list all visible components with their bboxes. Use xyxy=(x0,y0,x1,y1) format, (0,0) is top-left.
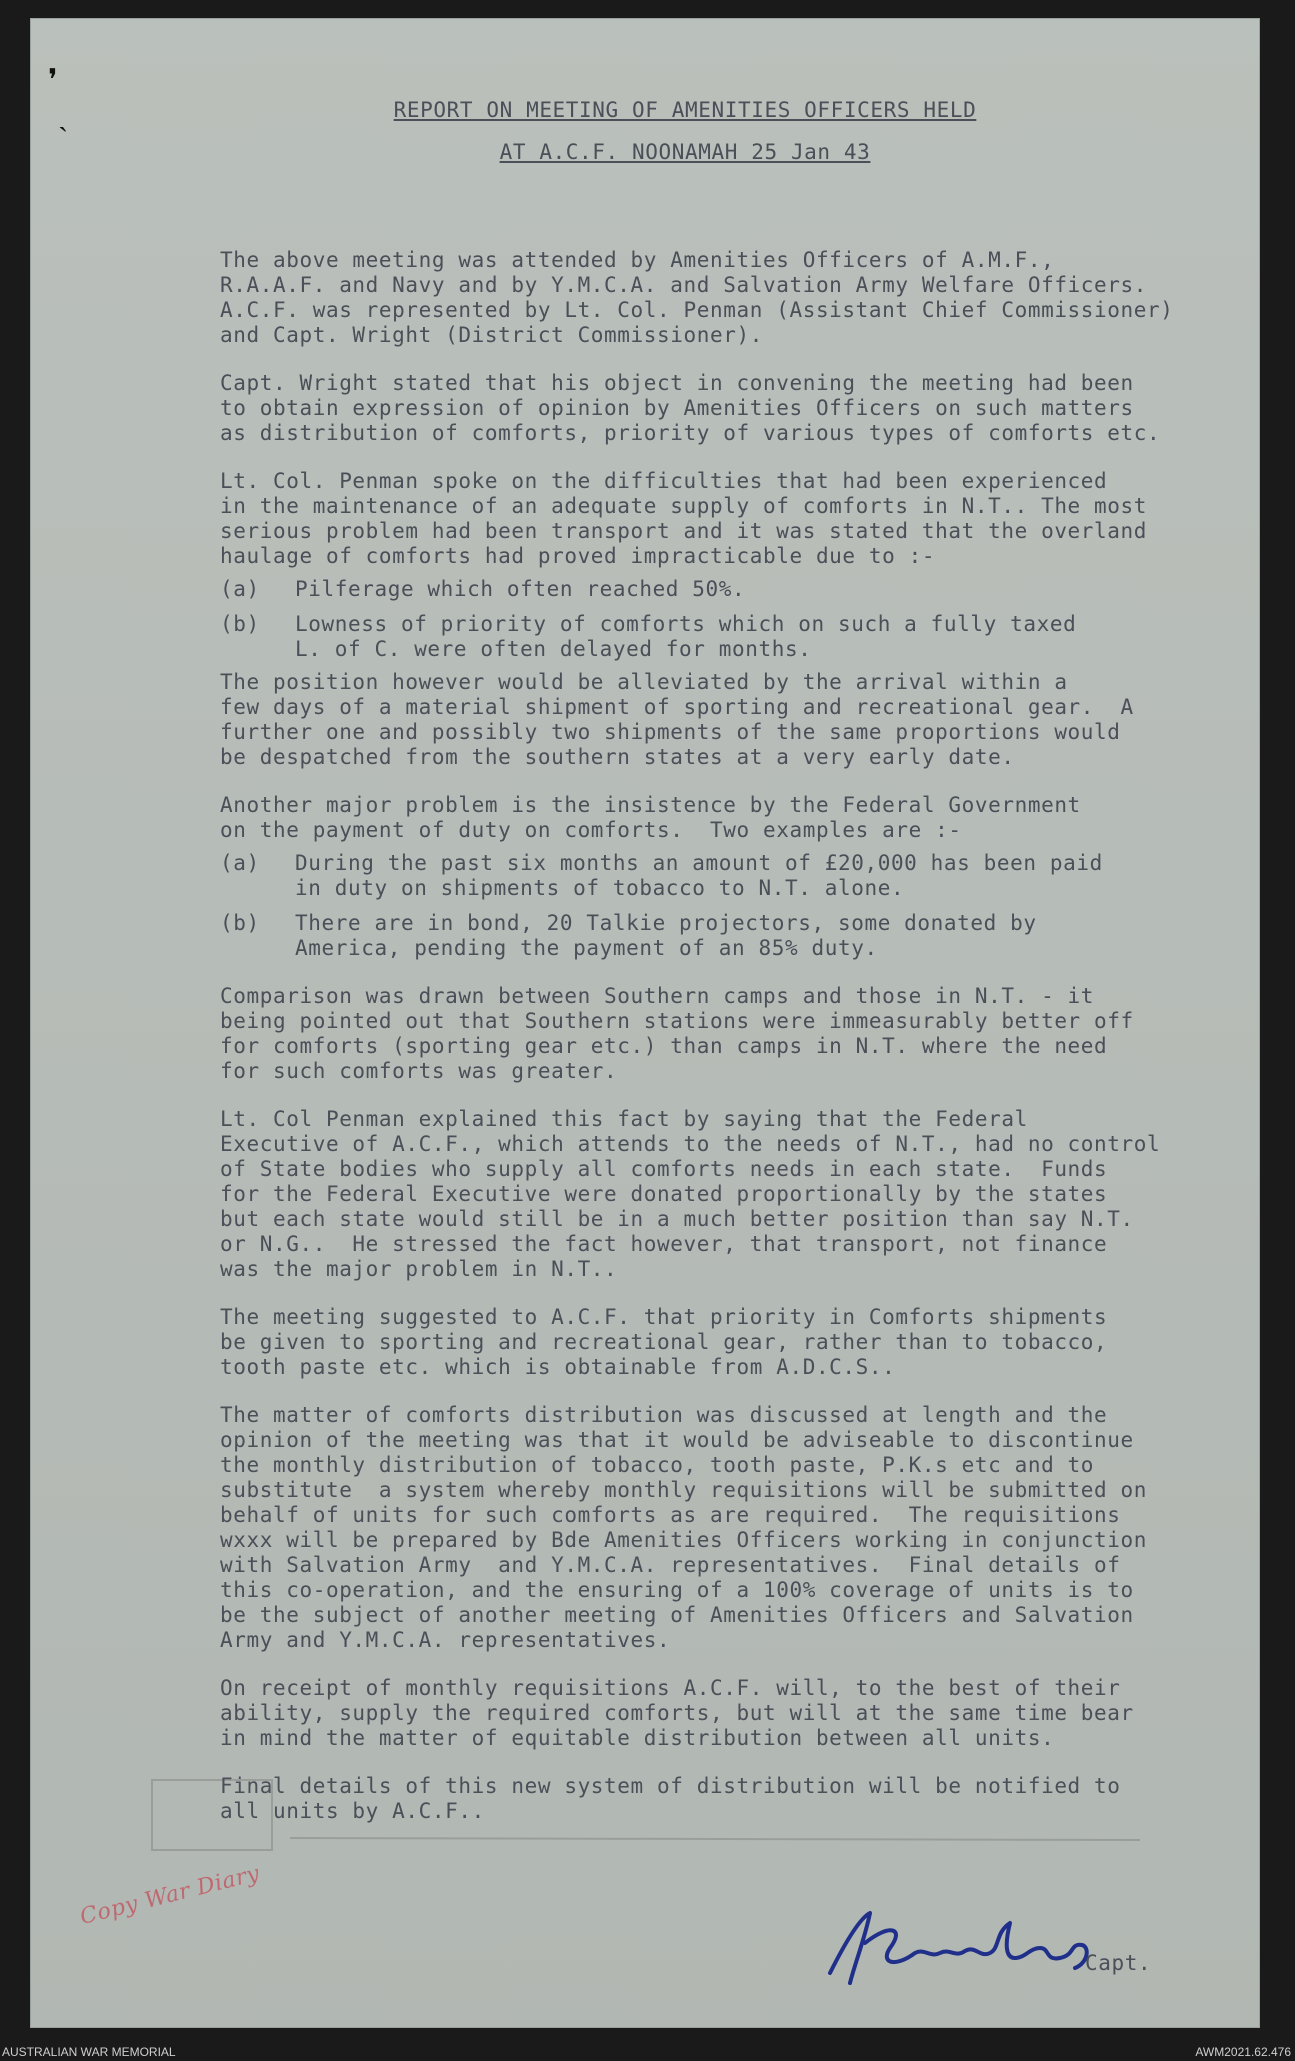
list-item-label: (b) xyxy=(220,911,260,935)
paragraph-comparison: Comparison was drawn between Southern camps and those in N.T. - it being pointed out that Southern stations were immeasurably better off for comforts (sporting gear etc.) than camps in N.T. where the need for such comforts was greater. xyxy=(220,984,1134,1083)
paragraph-shipment: The position however would be alleviated by the arrival within a few days of a material shipment of sporting and recreational gear. A further one and possibly two shipments of the same proportions would be despatched from the southern states at a very early date. xyxy=(220,670,1134,769)
list-item xyxy=(220,911,1280,961)
paragraph-attendance: The above meeting was attended by Amenities Officers of A.M.F., R.A.A.F. and Navy and by Y.M.C.A. and Salvation Army Welfare Officers. A.C.F. was represented by Lt. Col. Penman (Assistant Chief Commissioner) and Capt. Wright (District Commissioner). xyxy=(220,248,1174,347)
paragraph-priority: The meeting suggested to A.C.F. that priority in Comforts shipments be given to sporting and recreational gear, rather than to tobacco, tooth paste etc. which is obtainable from A.D.C.S.. xyxy=(220,1305,1108,1379)
report-title-line1: REPORT ON MEETING OF AMENITIES OFFICERS HELD xyxy=(393,98,977,122)
paragraph-explanation: Lt. Col Penman explained this fact by saying that the Federal Executive of A.C.F., which attends to the needs of N.T., had no control of State bodies who supply all comforts needs in each state. Funds for the Federal Executive were donated proportionally by the states but each state would still be in a much better position than say N.T. or N.G.. He stressed the fact however, that transport, not finance was the major problem in N.T.. xyxy=(220,1107,1161,1281)
paragraph-final-details: Final details of this new system of distribution will be notified to all units by A.C.F.. xyxy=(220,1774,1121,1823)
list-item xyxy=(220,612,1280,662)
footer-archive-id: AWM2021.62.476 xyxy=(1195,2045,1291,2059)
paragraph-duty: Another major problem is the insistence by the Federal Government on the payment of duty on comforts. Two examples are :- xyxy=(220,793,1081,842)
handwritten-note: Copy War Diary xyxy=(77,1861,263,1930)
signature-image xyxy=(820,1903,1100,1993)
list-item xyxy=(220,577,1280,602)
list-item-text: There are in bond, 20 Talkie projectors, some donated by America, pending the payment of an 85% duty. xyxy=(295,911,1037,960)
list-item-label: (a) xyxy=(220,851,260,875)
paragraph-difficulties: Lt. Col. Penman spoke on the difficulties that had been experienced in the maintenance of an adequate supply of comforts in N.T.. The most serious problem had been transport and it was stated that the overland haulage of comforts had proved impracticable due to :- xyxy=(220,469,1148,568)
punch-hole-marks: ❜ ˏ xyxy=(48,63,69,133)
list-item-label: (a) xyxy=(220,577,260,601)
list-item-text: During the past six months an amount of £20,000 has been paid in duty on shipments of tobacco to N.T. alone. xyxy=(295,851,1103,900)
list-item xyxy=(220,851,1280,901)
list-item-text: Lowness of priority of comforts which on such a fully taxed L. of C. were often delayed for months. xyxy=(295,612,1077,661)
signature-rank: Capt. xyxy=(1085,1951,1152,1975)
list-item-text: Pilferage which often reached 50%. xyxy=(295,577,746,601)
footer-archive-name: AUSTRALIAN WAR MEMORIAL xyxy=(2,2045,176,2059)
report-body xyxy=(220,248,1280,1847)
list-item-label: (b) xyxy=(220,612,260,636)
faded-stamp xyxy=(150,1778,1150,1868)
paragraph-requisitions: On receipt of monthly requisitions A.C.F. will, to the best of their ability, supply the required comforts, but will at the same time bear in mind the matter of equitable distribution between all units. xyxy=(220,1676,1134,1750)
document-page xyxy=(30,18,1260,2028)
paragraph-distribution: The matter of comforts distribution was discussed at length and the opinion of the meeting was that it would be adviseable to discontinue the monthly distribution of tobacco, tooth paste, P.K.s etc and to substitute a system whereby monthly requisitions will be submitted on behalf of units for such comforts as are required. The requisitions wxxx will be prepared by Bde Amenities Officers working in conjunction with Salvation Army and Y.M.C.A. representatives. Final details of this co-operation, and the ensuring of a 100% coverage of units is to be the subject of another meeting of Amenities Officers and Salvation Army and Y.M.C.A. representatives. xyxy=(220,1403,1148,1652)
report-title-line2: AT A.C.F. NOONAMAH 25 Jan 43 xyxy=(499,140,871,164)
paragraph-purpose: Capt. Wright stated that his object in convening the meeting had been to obtain expression of opinion by Amenities Officers on such matters as distribution of comforts, priority of various types of comforts etc. xyxy=(220,371,1161,445)
